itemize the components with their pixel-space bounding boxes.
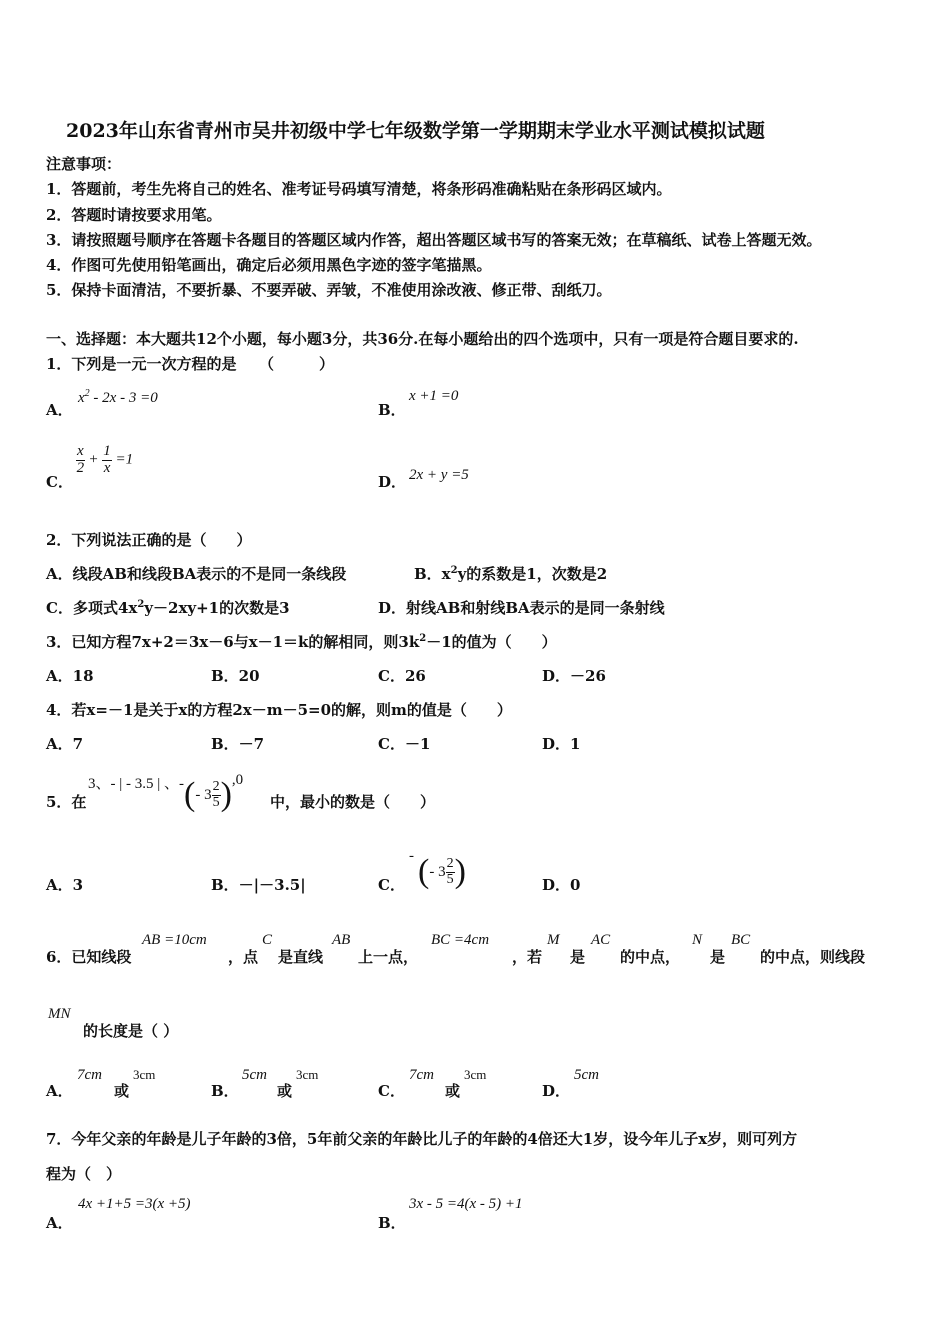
question-6-text: ，若 xyxy=(512,948,543,966)
q5-option-d: D．0 xyxy=(542,876,581,894)
q3-option-c: C．26 xyxy=(378,667,426,685)
q1-option-d-label: D． xyxy=(378,473,407,491)
question-6-text: 的中点， xyxy=(620,948,681,966)
q5-option-c-expression: - ( - 3 $\frac{2}{5}$ ) xyxy=(409,848,466,890)
q4-option-b: B．－7 xyxy=(211,735,265,753)
q3-option-b: B．20 xyxy=(211,667,260,685)
q2-option-b: B．$x^2y$的系数是1，次数是2 xyxy=(414,565,608,583)
q1-option-c-equation: $\frac{x}{2}$ + $\frac{1}{x}$ =1 xyxy=(76,443,134,476)
q6-option-b-value: 5cm xyxy=(242,1067,267,1083)
q6-math: N xyxy=(692,932,703,948)
q1-option-d-equation: 2x + y =5 xyxy=(409,467,469,483)
question-6-text: 的中点，则线段 xyxy=(760,948,866,966)
q6-math: AB =10cm xyxy=(142,932,207,948)
q6-option-a-value: 7cm xyxy=(77,1067,102,1083)
note-item: 2．答题时请按要求用笔。 xyxy=(46,206,222,224)
q3-option-d: D．－26 xyxy=(542,667,606,685)
page-title: 2023年山东省青州市吴井初级中学七年级数学第一学期期末学业水平测试模拟试题 xyxy=(66,120,765,142)
q5-number-list: 3、- | - 3.5 | 、- ( - 3 $\frac{2}{5}$ ) ,0 xyxy=(88,772,244,813)
question-6-text: 是 xyxy=(570,948,586,966)
question-5-stem-end: 中，最小的数是（ ） xyxy=(270,793,436,811)
question-7-stem: 7．今年父亲的年龄是儿子年龄的3倍，5年前父亲的年龄比儿子的年龄的4倍还大1岁，设今年儿子x岁，则可列方 xyxy=(46,1130,798,1148)
q7-option-b-label: B． xyxy=(378,1214,406,1232)
q5-option-b: B．－|－3.5| xyxy=(211,876,306,894)
question-2-stem: 2．下列说法正确的是（ ） xyxy=(46,531,252,549)
note-item: 4．作图可先使用铅笔画出，确定后必须用黑色字迹的签字笔描黑。 xyxy=(46,256,492,274)
q6-option-a-value: 3cm xyxy=(133,1067,156,1082)
q6-math: C xyxy=(262,932,273,948)
q4-option-c: C．－1 xyxy=(378,735,431,753)
q6-option-b-label: B． xyxy=(211,1082,239,1100)
q1-option-b-equation: x +1 =0 xyxy=(409,388,459,404)
q5-option-c-label: C． xyxy=(378,876,405,894)
q6-math: AB xyxy=(332,932,351,948)
q6-option-a-or: 或 xyxy=(114,1082,130,1100)
q3-option-a: A．18 xyxy=(46,667,94,685)
note-item: 3．请按照题号顺序在答题卡各题目的答题区域内作答，超出答题区域书写的答案无效；在草稿纸、试卷上答题无效。 xyxy=(46,231,822,249)
q6-math: BC xyxy=(731,932,751,948)
q7-option-a-equation: 4x +1+5 =3(x +5) xyxy=(78,1196,191,1212)
question-4-stem: 4．若x=－1是关于x的方程2x－m－5=0的解，则m的值是（ ） xyxy=(46,701,512,719)
question-6-text: 是直线 xyxy=(278,948,324,966)
q1-option-b-label: B． xyxy=(378,401,406,419)
q1-option-c-label: C． xyxy=(46,473,73,491)
note-item: 5．保持卡面清洁，不要折暴、不要弄破、弄皱，不准使用涂改液、修正带、刮纸刀。 xyxy=(46,281,612,299)
q7-option-a-label: A． xyxy=(46,1214,73,1232)
q6-math: M xyxy=(547,932,560,948)
question-7-stem-cont: 程为（ ） xyxy=(46,1165,122,1183)
q2-option-a: A．线段AB和线段BA表示的不是同一条线段 xyxy=(46,565,347,583)
question-6-text: 是 xyxy=(710,948,726,966)
notes-heading: 注意事项： xyxy=(46,155,122,173)
question-6-text: 的长度是（ ） xyxy=(83,1022,179,1040)
question-5-stem-start: 5．在 xyxy=(46,793,87,811)
q6-option-a-label: A． xyxy=(46,1082,73,1100)
q6-math: AC xyxy=(591,932,611,948)
q6-math: BC =4cm xyxy=(431,932,490,948)
question-3-stem: 3．已知方程7x+2＝3x－6与x－1＝k的解相同，则$3k^2-1$的值为（ ） xyxy=(46,633,557,651)
q6-math: MN xyxy=(48,1006,71,1022)
q1-option-a-label: A． xyxy=(46,401,73,419)
section-heading: 一、选择题：本大题共12个小题，每小题3分，共36分.在每小题给出的四个选项中，只有一项是符合题目要求的. xyxy=(46,330,799,348)
q5-option-a: A．3 xyxy=(46,876,84,894)
note-item: 1．答题前，考生先将自己的姓名、准考证号码填写清楚，将条形码准确粘贴在条形码区域内。 xyxy=(46,180,672,198)
q4-option-a: A．7 xyxy=(46,735,84,753)
q6-option-d-label: D． xyxy=(542,1082,571,1100)
q6-option-d-value: 5cm xyxy=(574,1067,599,1083)
question-1-stem: 1．下列是一元一次方程的是 （ ） xyxy=(46,355,334,373)
question-6-text: ，点 xyxy=(228,948,259,966)
q6-option-c-label: C． xyxy=(378,1082,405,1100)
question-6-text: 6．已知线段 xyxy=(46,948,132,966)
q6-option-b-or: 或 xyxy=(277,1082,293,1100)
q7-option-b-equation: 3x - 5 =4(x - 5) +1 xyxy=(409,1196,523,1212)
q2-option-d: D．射线AB和射线BA表示的是同一条射线 xyxy=(378,599,665,617)
q6-option-c-value: 7cm xyxy=(409,1067,434,1083)
q4-option-d: D．1 xyxy=(542,735,581,753)
q6-option-b-value: 3cm xyxy=(296,1067,319,1082)
q6-option-c-value: 3cm xyxy=(464,1067,487,1082)
q2-option-c: C．多项式$4x^2y-2xy+1$的次数是3 xyxy=(46,599,290,617)
question-6-text: 上一点， xyxy=(358,948,419,966)
q6-option-c-or: 或 xyxy=(445,1082,461,1100)
q1-option-a-equation: $x^2 - 2x - 3 =0$ xyxy=(78,388,158,406)
